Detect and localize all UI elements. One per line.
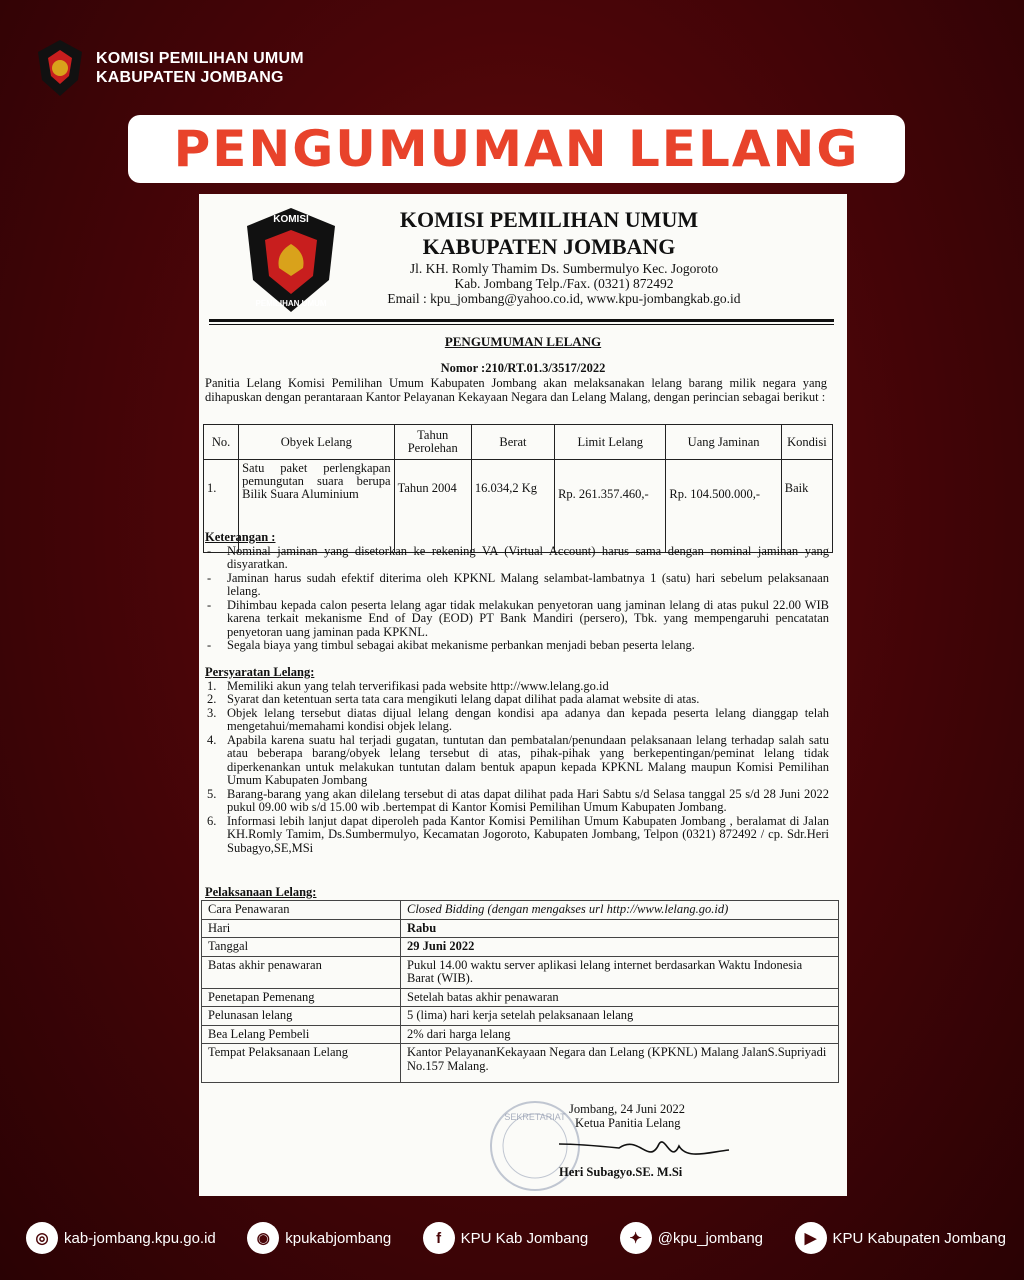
table-row: Cara Penawaran Closed Bidding (dengan mengakses url http://www.lelang.go.id): [202, 901, 839, 920]
persyaratan-heading: Persyaratan Lelang:: [205, 665, 315, 679]
table-row: Hari Rabu: [202, 919, 839, 938]
keterangan-section: [205, 531, 829, 653]
table-row: Tempat Pelaksanaan Lelang Kantor PelayananKekayaan Negara dan Lelang (KPKNL) Malang JalanS.Supriyadi No.157 Malang.: [202, 1044, 839, 1083]
page-title: PENGUMUMAN LELANG: [173, 120, 860, 178]
announcement-intro: Panitia Lelang Komisi Pemilihan Umum Kabupaten Jombang akan melaksanakan lelang barang milik negara yang dihapuskan dengan perantaraan Kantor Pelayanan Kekayaan Negara dan Lelang Malang, dengan perincian sebagai berikut :: [205, 376, 827, 404]
facebook-icon: f: [423, 1222, 455, 1254]
list-item: - Jaminan harus sudah efektif diterima oleh KPKNL Malang selambat-lambatnya 1 (satu) hari sebelum pelaksanaan lelang.: [207, 570, 829, 598]
list-item: 1. Memiliki akun yang telah terverifikasi pada website http://www.lelang.go.id: [207, 678, 609, 693]
cell-weight: 16.034,2 Kg: [471, 460, 554, 553]
social-footer: [26, 1220, 1006, 1256]
list-item: - Segala biaya yang timbul sebagai akibat mekanisme perbankan menjadi beban peserta lelang.: [207, 638, 695, 652]
announcement-title: PENGUMUMAN LELANG: [444, 334, 602, 349]
list-item: 5. Barang-barang yang akan dilelang tersebut di atas dapat dilihat pada Hari Sabtu s/d Selasa tanggal 25 s/d 28 Juni 2022 pukul 09.00 wib s/d 15.00 wib .bertempat di Kantor Komisi Pemilihan Umum Kabupaten Jombang.: [207, 786, 829, 814]
keterangan-heading: Keterangan :: [205, 530, 276, 544]
col-header: Obyek Lelang: [239, 425, 394, 460]
table-row: Penetapan Pemenang Setelah batas akhir penawaran: [202, 988, 839, 1007]
letterhead-address2: Kab. Jombang Telp./Fax. (0321) 872492: [454, 276, 674, 291]
table-row: Tanggal 29 Juni 2022: [202, 938, 839, 957]
svg-text:PEMILIHAN UMUM: PEMILIHAN UMUM: [255, 299, 327, 308]
instagram-icon: ◉: [247, 1222, 279, 1254]
letterhead-org-line1: KOMISI PEMILIHAN UMUM: [399, 207, 699, 232]
list-item: 2. Syarat dan ketentuan serta tata cara mengikuti lelang dapat dilihat pada alamat website di atas.: [207, 692, 700, 706]
list-item: 6. Informasi lebih lanjut dapat diperoleh pada Kantor Komisi Pemilihan Umum Kabupaten Jombang , beralamat di Jalan KH.Romly Tamim, Ds.Sumbermulyo, Kecamatan Jogoroto, Kabupaten Jombang, Telpon (0321) 872492 / cp. Sdr.Heri Subagyo,SE,MSi: [207, 813, 829, 855]
youtube-icon: ▶: [795, 1222, 827, 1254]
footer-instagram[interactable]: ◉ kpukabjombang: [247, 1222, 391, 1254]
list-item: - Nominal jaminan yang disetorkan ke rekening VA (Virtual Account) harus sama dengan nominal jaminan yang disyaratkan.: [207, 543, 829, 571]
signature-role: Ketua Panitia Lelang: [575, 1116, 681, 1130]
footer-facebook[interactable]: f KPU Kab Jombang: [423, 1222, 589, 1254]
divider-thick: [209, 319, 834, 322]
cell-guarantee: Rp. 104.500.000,-: [666, 460, 781, 553]
announcement-document: [199, 194, 847, 1196]
col-header: Limit Lelang: [555, 425, 666, 460]
pelaksanaan-heading: Pelaksanaan Lelang:: [205, 885, 317, 899]
pelaksanaan-table: [201, 900, 839, 1083]
letterhead-address1: Jl. KH. Romly Thamim Ds. Sumbermulyo Kec. Jogoroto: [409, 261, 719, 276]
announcement-number: Nomor :210/RT.01.3/3517/2022: [440, 361, 606, 375]
signature-scribble-icon: [559, 1130, 739, 1170]
twitter-icon: ✦: [620, 1222, 652, 1254]
items-table-header: [204, 425, 833, 460]
cell-limit: Rp. 261.357.460,-: [555, 460, 666, 553]
cell-condition: Baik: [781, 460, 832, 553]
divider-thin: [209, 324, 834, 325]
globe-icon: ◎: [26, 1222, 58, 1254]
col-header: Uang Jaminan: [666, 425, 781, 460]
table-row: Batas akhir penawaran Pukul 14.00 waktu server aplikasi lelang internet berdasarkan Waktu Indonesia Barat (WIB).: [202, 956, 839, 988]
cell-year: Tahun 2004: [394, 460, 471, 553]
letterhead-address3: Email : kpu_jombang@yahoo.co.id, www.kpu-jombangkab.go.id: [387, 291, 741, 306]
brand-header: [34, 38, 304, 98]
footer-twitter[interactable]: ✦ @kpu_jombang: [620, 1222, 763, 1254]
persyaratan-section: [205, 666, 829, 855]
cell-object: Satu paket perlengkapan pemungutan suara berupa Bilik Suara Aluminium: [239, 460, 394, 553]
footer-youtube[interactable]: ▶ KPU Kabupaten Jombang: [795, 1222, 1006, 1254]
signature-name: Heri Subagyo.SE. M.Si: [559, 1165, 683, 1179]
signature-block: [559, 1102, 759, 1179]
letterhead-org-line2: KABUPATEN JOMBANG: [422, 234, 676, 259]
footer-website[interactable]: ◎ kab-jombang.kpu.go.id: [26, 1222, 216, 1254]
cell-no: 1.: [204, 460, 239, 553]
col-header: Tahun Perolehan: [394, 425, 471, 460]
title-banner: [128, 115, 905, 183]
letterhead: [199, 194, 847, 314]
col-header: Berat: [471, 425, 554, 460]
brand-line1: KOMISI PEMILIHAN UMUM: [96, 50, 304, 67]
kpu-emblem-icon: [241, 206, 341, 314]
col-header: Kondisi: [781, 425, 832, 460]
kpu-logo-icon: [34, 38, 86, 98]
col-header: No.: [204, 425, 239, 460]
list-item: - Dihimbau kepada calon peserta lelang agar tidak melakukan penyetoran uang jaminan lelang di atas pukul 22.00 WIB karena terkait mekanisme End of Day (EOD) PT Bank Mandiri (persero), Tbk. yang mempengaruhi pencatatan penyetoran uang jaminan pada KPKNL.: [207, 597, 829, 639]
svg-text:KOMISI: KOMISI: [273, 214, 309, 225]
pelaksanaan-heading-wrap: [205, 886, 829, 900]
svg-text:SEKRETARIAT: SEKRETARIAT: [504, 1112, 566, 1122]
list-item: 3. Objek lelang tersebut diatas dijual lelang dengan kondisi apa adanya dan kepada peserta lelang dianggap telah mengetahui/memahami kondisi objek lelang.: [207, 705, 829, 733]
signature-place-date: Jombang, 24 Juni 2022: [569, 1102, 685, 1116]
list-item: 4. Apabila karena suatu hal terjadi gugatan, tuntutan dan pembatalan/penundaan pelaksanaan lelang terhadap salah satu atau beberapa barang/obyek lelang tersebut di atas, pihak-pihak yang berkepentingan/peminat lelang tidak diperkenankan untuk melakukan tuntutan dalam bentuk apapun kepada KPKNL Malang maupun Komisi Pemilihan Umum Kabupaten Jombang: [207, 732, 829, 787]
table-row: Bea Lelang Pembeli 2% dari harga lelang: [202, 1025, 839, 1044]
brand-line2: KABUPATEN JOMBANG: [96, 69, 284, 86]
table-row: Pelunasan lelang 5 (lima) hari kerja setelah pelaksanaan lelang: [202, 1007, 839, 1026]
